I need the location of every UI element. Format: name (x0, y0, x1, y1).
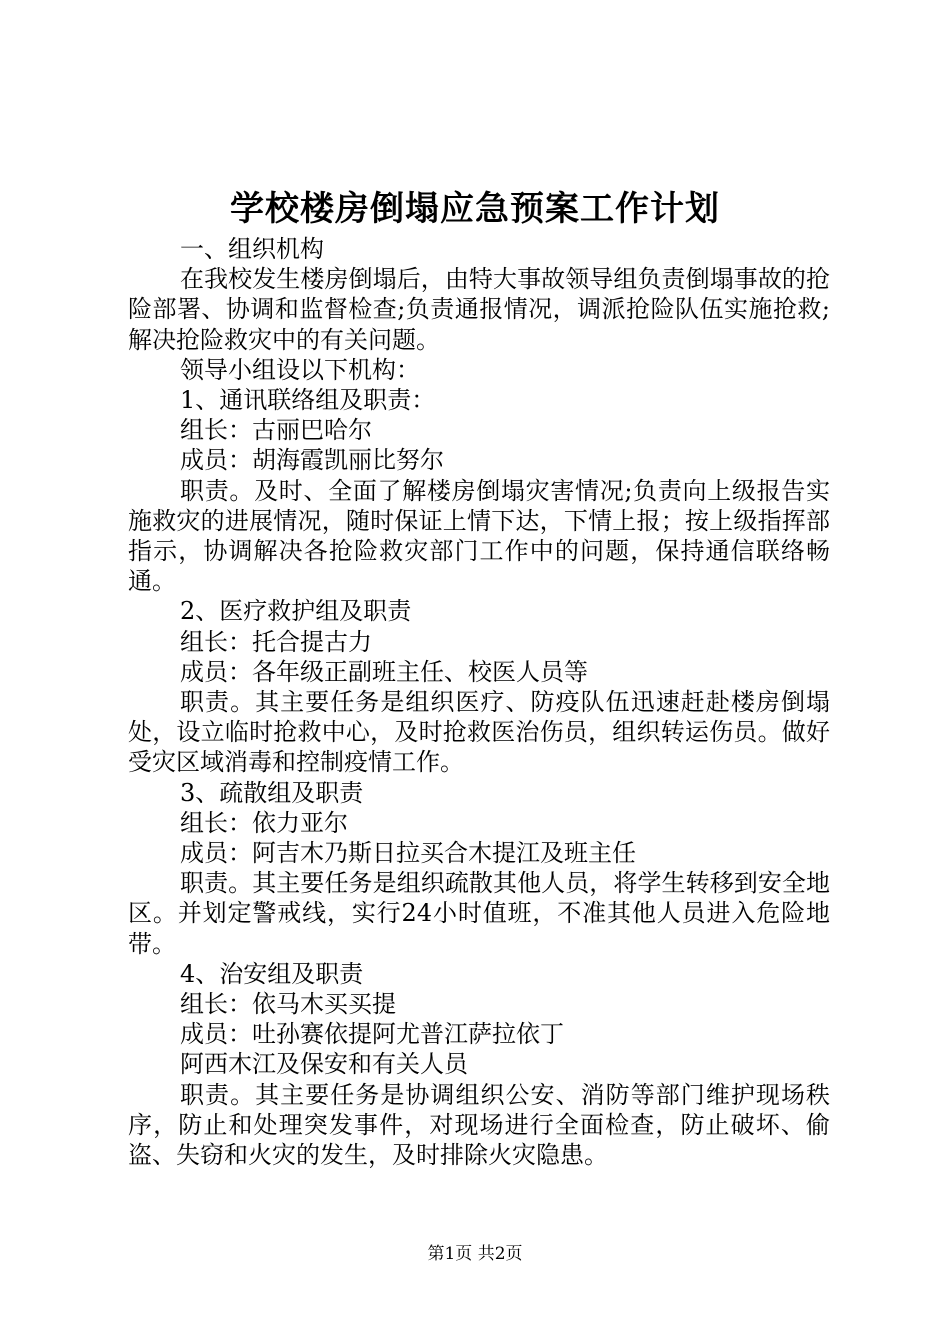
responsibility-paragraph: 职责。其主要任务是协调组织公安、消防等部门维护现场秩序，防止和处理突发事件，对现场进行全面检查，防止破坏、偷盗、失窃和火灾的发生，及时排除火灾隐患。 (128, 1080, 830, 1170)
group-members-line: 成员：各年级正副班主任、校医人员等 (180, 657, 588, 686)
group-members-continued-line: 阿西木江及保安和有关人员 (180, 1050, 468, 1079)
group-members-line: 成员：阿吉木乃斯日拉买合木提江及班主任 (180, 839, 636, 868)
group-members-line: 成员：胡海霞凯丽比努尔 (180, 446, 444, 475)
group-leader-line: 组长：托合提古力 (180, 627, 372, 656)
responsibility-paragraph: 职责。其主要任务是组织疏散其他人员，将学生转移到安全地区。并划定警戒线，实行24小时值班，不准其他人员进入危险地带。 (128, 869, 830, 958)
paragraph: 在我校发生楼房倒塌后，由特大事故领导组负责倒塌事故的抢险部署、协调和监督检查;负责通报情况，调派抢险队伍实施抢救;解决抢险救灾中的有关问题。 (128, 265, 830, 354)
subsection-heading: 1、通讯联络组及职责： (180, 386, 436, 415)
group-members-line: 成员：吐孙赛依提阿尤普江萨拉依丁 (180, 1020, 564, 1049)
page-footer: 第1页 共2页 (427, 1244, 523, 1264)
paragraph: 领导小组设以下机构： (180, 355, 420, 384)
subsection-heading: 4、治安组及职责 (180, 959, 364, 988)
group-leader-line: 组长：依力亚尔 (180, 808, 348, 837)
document-title: 学校楼房倒塌应急预案工作计划 (230, 189, 720, 229)
subsection-heading: 2、医疗救护组及职责 (180, 597, 412, 626)
responsibility-paragraph: 职责。及时、全面了解楼房倒塌灾害情况;负责向上级报告实施救灾的进展情况，随时保证上情下达，下情上报；按上级指挥部指示，协调解决各抢险救灾部门工作中的问题，保持通信联络畅通。 (128, 476, 830, 596)
document-body (128, 234, 830, 1170)
group-leader-line: 组长：依马木买买提 (180, 990, 396, 1019)
group-leader-line: 组长：古丽巴哈尔 (180, 416, 372, 445)
section-heading-organization: 一、组织机构 (180, 235, 324, 263)
subsection-heading: 3、疏散组及职责 (180, 778, 364, 807)
responsibility-paragraph: 职责。其主要任务是组织医疗、防疫队伍迅速赶赴楼房倒塌处，设立临时抢救中心，及时抢救医治伤员，组织转运伤员。做好受灾区域消毒和控制疫情工作。 (128, 688, 830, 777)
